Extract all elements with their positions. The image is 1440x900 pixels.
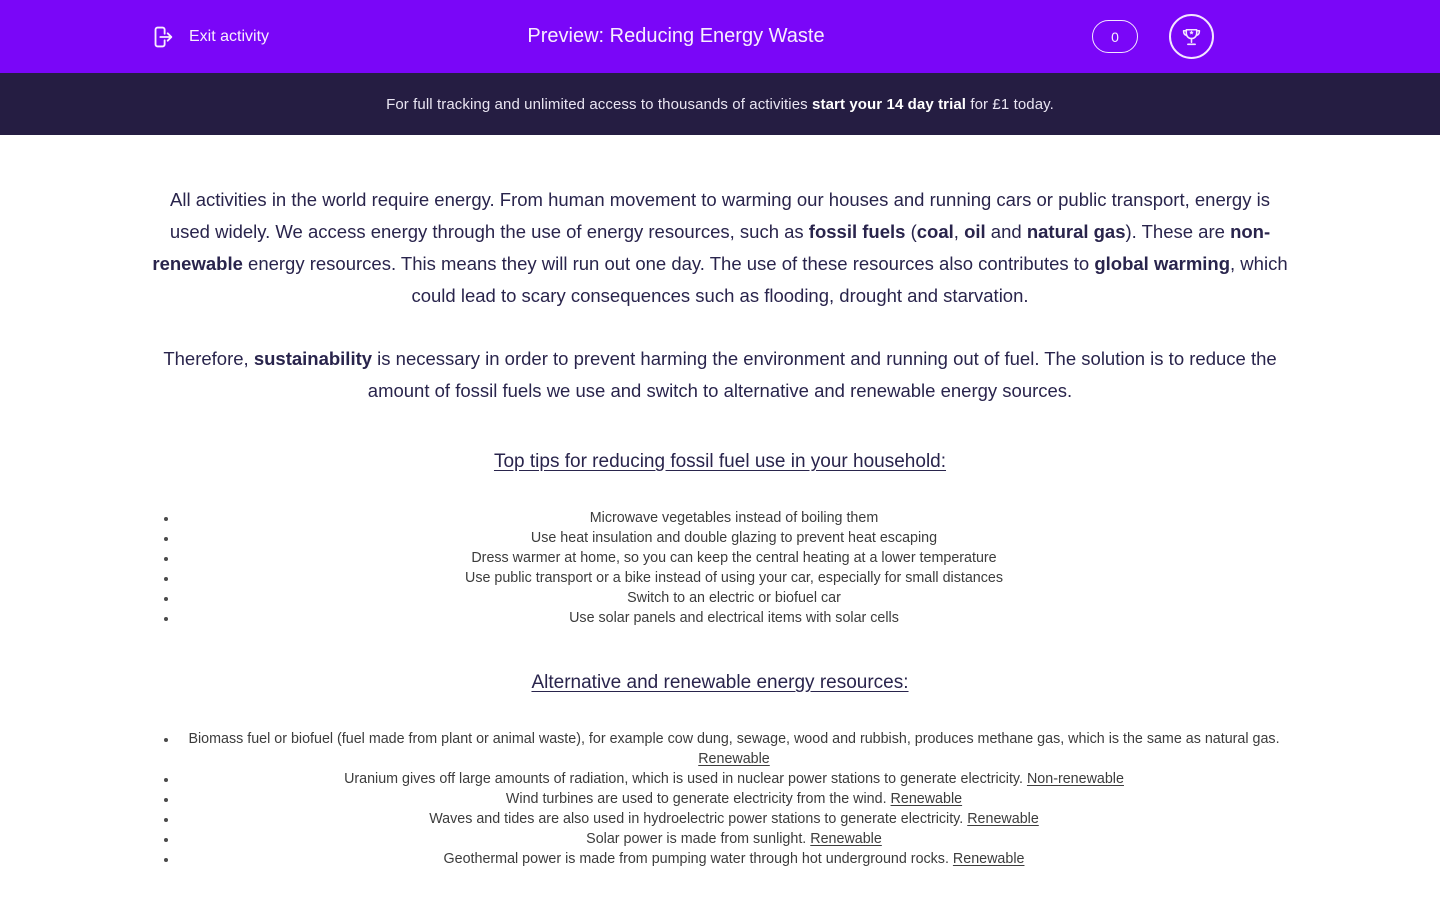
list-item-text: Wind turbines are used to generate electricity from the wind. <box>505 791 887 807</box>
list-item <box>178 849 1290 869</box>
renewable-tag: Renewable <box>810 831 882 847</box>
section-heading: Alternative and renewable energy resources: <box>531 672 909 693</box>
trophy-button[interactable] <box>1169 14 1214 59</box>
text-segment: is necessary in order to prevent harming the environment and running out of fuel. The solution is to reduce the amount of fossil fuels we use and switch to alternative and renewable energy sources. <box>367 348 1277 401</box>
paragraph <box>150 343 1290 407</box>
list-item-text: Dress warmer at home, so you can keep the central heating at a lower temperature <box>471 550 997 566</box>
section <box>150 451 1290 628</box>
trophy-icon <box>1179 24 1204 49</box>
content-sections <box>150 451 1290 869</box>
text-segment: energy resources. This means they will run out one day. The use of these resources also contributes to <box>242 253 1095 274</box>
list-item <box>178 729 1290 769</box>
bold-term: global warming <box>1094 253 1231 274</box>
score-badge[interactable]: 0 <box>1092 20 1138 53</box>
list-item <box>178 608 1290 628</box>
list-item <box>178 769 1290 789</box>
list-item <box>178 508 1290 528</box>
list-item-text: Use heat insulation and double glazing to prevent heat escaping <box>530 530 938 546</box>
renewable-tag: Renewable <box>890 791 963 807</box>
list-item-text: Biomass fuel or biofuel (fuel made from plant or animal waste), for example cow dung, sewage, wood and rubbish, produces methane gas, which is the same as natural gas. <box>188 731 1280 747</box>
renewable-tag: Renewable <box>967 811 1039 827</box>
list-item-text: Waves and tides are also used in hydroelectric power stations to generate electricity. <box>429 811 964 827</box>
list-item-text: Uranium gives off large amounts of radiation, which is used in nuclear power stations to generate electricity. <box>344 771 1023 787</box>
text-segment: and <box>985 221 1027 242</box>
list-item <box>178 809 1290 829</box>
header-actions <box>1092 14 1214 59</box>
text-segment: For full tracking and unlimited access to thousands of activities <box>386 95 813 113</box>
text-segment: Therefore, <box>163 348 254 369</box>
renewable-tag: Renewable <box>698 751 770 767</box>
bullet-list <box>150 508 1290 628</box>
list-item-text: Geothermal power is made from pumping water through hot underground rocks. <box>443 851 949 867</box>
list-item-text: Use solar panels and electrical items with solar cells <box>569 610 899 626</box>
exit-activity-button[interactable] <box>150 24 269 50</box>
trial-link[interactable]: start your 14 day trial <box>812 95 967 113</box>
text-segment: for £1 today. <box>966 95 1054 113</box>
list-item-text: Switch to an electric or biofuel car <box>627 590 841 606</box>
paragraph <box>150 184 1290 312</box>
bold-term: natural gas <box>1026 221 1126 242</box>
renewable-tag: Renewable <box>952 851 1025 867</box>
list-item-text: Solar power is made from sunlight. <box>586 831 807 847</box>
bold-term: fossil fuels <box>808 221 906 242</box>
text-segment: ). These are <box>1125 221 1231 242</box>
section-heading: Top tips for reducing fossil fuel use in your household: <box>493 451 947 472</box>
bold-term: sustainability <box>253 348 373 369</box>
text-segment: All activities in the world require energy. From human movement to warming our houses and running cars or public transport, energy is used widely. We access energy through the use of energy resources, such as <box>169 189 1270 242</box>
exit-icon <box>150 24 176 50</box>
list-item <box>178 568 1290 588</box>
list-item <box>178 829 1290 849</box>
text-segment: , <box>953 221 965 242</box>
content-area <box>150 135 1290 869</box>
bold-term: non-renewable <box>152 221 1271 274</box>
page-title: Preview: Reducing Energy Waste <box>527 25 825 47</box>
bold-term: coal <box>916 221 954 242</box>
text-segment: ( <box>905 221 917 242</box>
list-item <box>178 588 1290 608</box>
intro-paragraphs <box>150 184 1290 407</box>
bullet-list <box>150 729 1290 869</box>
list-item <box>178 789 1290 809</box>
renewable-tag: Non-renewable <box>1026 771 1124 787</box>
trial-banner-text <box>386 96 1054 113</box>
section <box>150 672 1290 869</box>
top-header <box>0 0 1440 73</box>
list-item-text: Use public transport or a bike instead of using your car, especially for small distances <box>465 570 1003 586</box>
text-segment: , which could lead to scary consequences such as flooding, drought and starvation. <box>411 253 1288 306</box>
bold-term: oil <box>964 221 986 242</box>
trial-banner <box>0 73 1440 135</box>
list-item-text: Microwave vegetables instead of boiling them <box>589 510 879 526</box>
list-item <box>178 528 1290 548</box>
list-item <box>178 548 1290 568</box>
exit-activity-label: Exit activity <box>189 27 270 45</box>
